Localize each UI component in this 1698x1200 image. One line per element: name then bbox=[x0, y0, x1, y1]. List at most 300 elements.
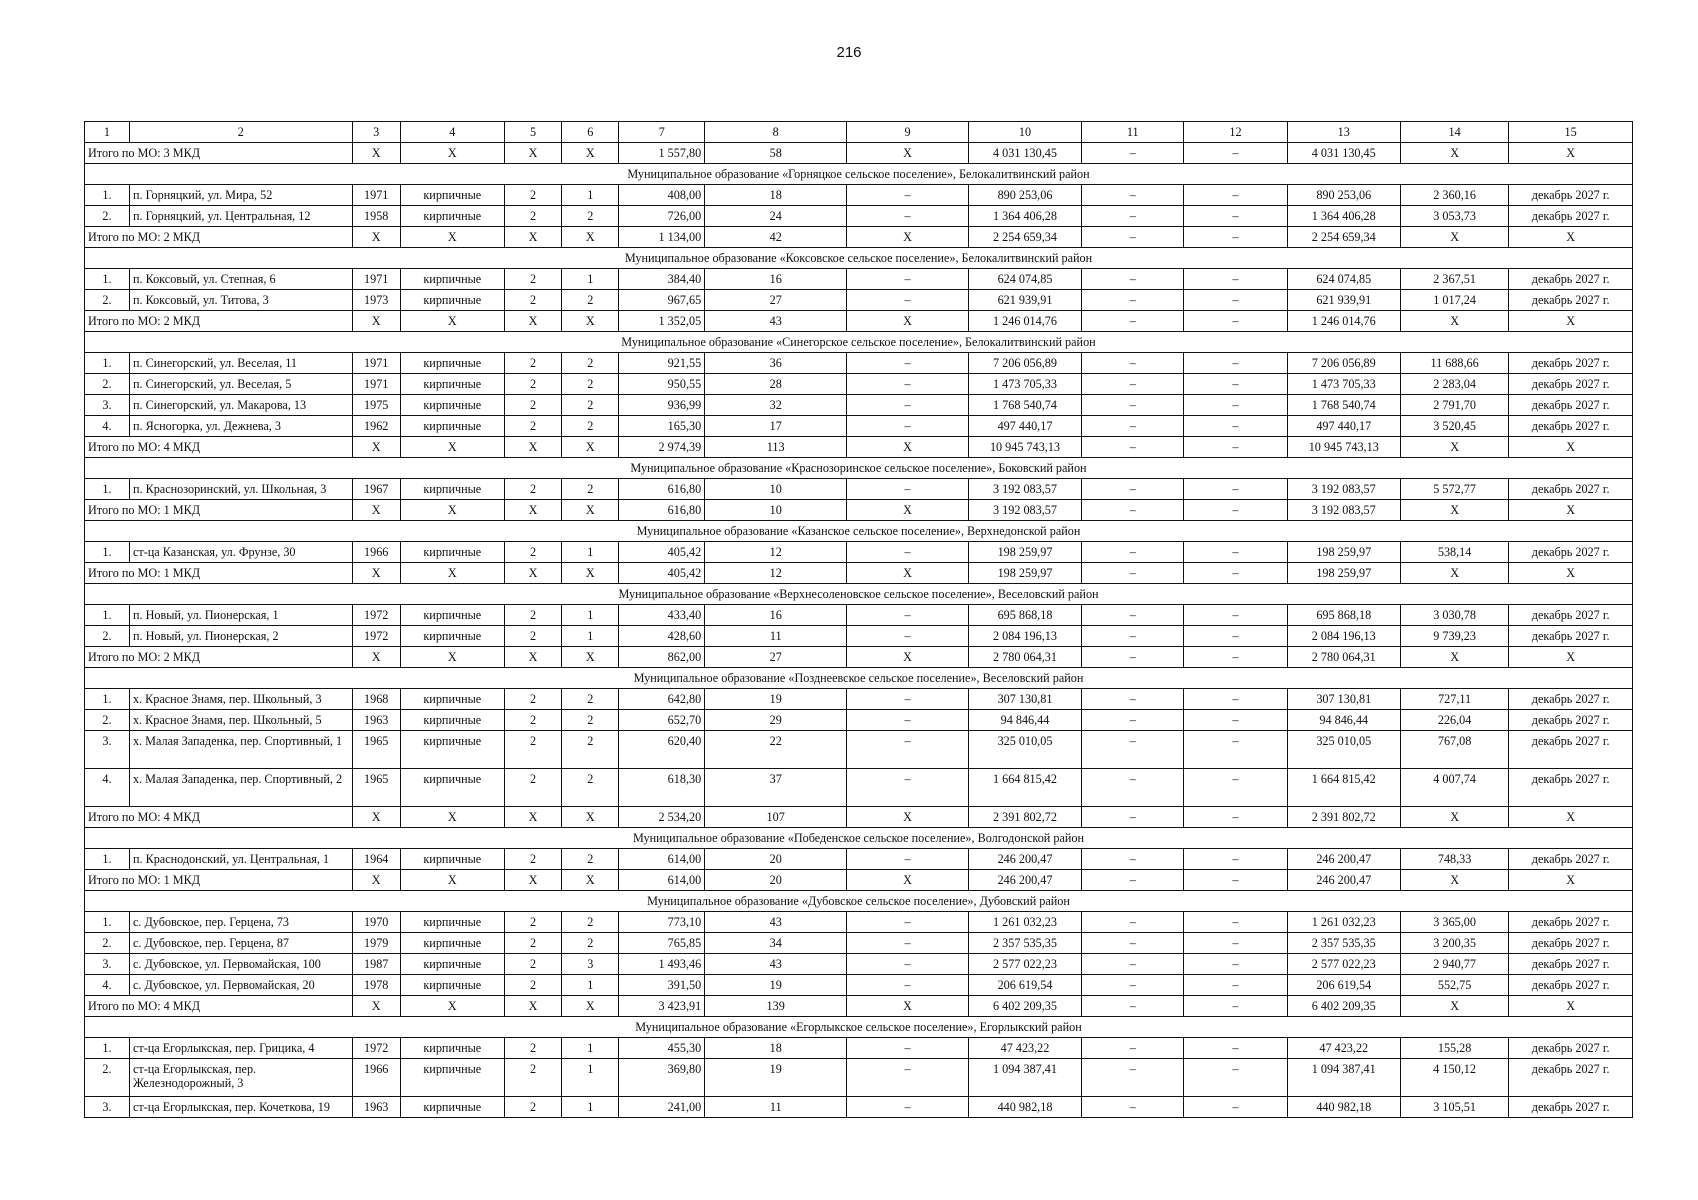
data-cell: 155,28 bbox=[1400, 1038, 1508, 1059]
data-cell: – bbox=[847, 689, 969, 710]
data-cell: 1 bbox=[562, 626, 619, 647]
data-cell: 369,80 bbox=[619, 1059, 705, 1097]
data-cell: 206 619,54 bbox=[1287, 975, 1400, 996]
total-cell: 1 134,00 bbox=[619, 227, 705, 248]
total-cell: X bbox=[1400, 437, 1508, 458]
data-cell: 1 bbox=[562, 269, 619, 290]
total-cell: X bbox=[400, 437, 504, 458]
data-cell: 3. bbox=[85, 731, 130, 769]
data-cell: кирпичные bbox=[400, 395, 504, 416]
total-label: Итого по МО: 1 МКД bbox=[85, 870, 353, 891]
data-cell: декабрь 2027 г. bbox=[1509, 975, 1633, 996]
total-cell: 2 391 802,72 bbox=[968, 807, 1081, 828]
data-cell: 1. bbox=[85, 912, 130, 933]
data-cell: 2 bbox=[504, 689, 561, 710]
total-cell: 198 259,97 bbox=[968, 563, 1081, 584]
data-cell: – bbox=[1082, 626, 1184, 647]
data-cell: декабрь 2027 г. bbox=[1509, 416, 1633, 437]
data-cell: 206 619,54 bbox=[968, 975, 1081, 996]
data-cell: 433,40 bbox=[619, 605, 705, 626]
total-cell: X bbox=[562, 437, 619, 458]
total-label: Итого по МО: 4 МКД bbox=[85, 996, 353, 1017]
data-cell: 94 846,44 bbox=[968, 710, 1081, 731]
data-cell: 1971 bbox=[352, 374, 400, 395]
data-cell: декабрь 2027 г. bbox=[1509, 290, 1633, 311]
building-row bbox=[85, 975, 1633, 996]
total-label: Итого по МО: 2 МКД bbox=[85, 647, 353, 668]
total-cell: X bbox=[504, 996, 561, 1017]
total-cell: X bbox=[847, 996, 969, 1017]
data-cell: 2 bbox=[504, 479, 561, 500]
data-cell: 384,40 bbox=[619, 269, 705, 290]
municipality-title: Муниципальное образование «Позднеевское сельское поселение», Веселовский район bbox=[85, 668, 1633, 689]
data-cell: – bbox=[1184, 1059, 1287, 1097]
data-cell: 2 940,77 bbox=[1400, 954, 1508, 975]
data-cell: 2 791,70 bbox=[1400, 395, 1508, 416]
building-row bbox=[85, 769, 1633, 807]
total-cell: X bbox=[400, 143, 504, 164]
data-cell: кирпичные bbox=[400, 849, 504, 870]
data-cell: 3 105,51 bbox=[1400, 1097, 1508, 1118]
total-cell: X bbox=[1400, 870, 1508, 891]
data-cell: 3 365,00 bbox=[1400, 912, 1508, 933]
data-cell: 620,40 bbox=[619, 731, 705, 769]
data-cell: 726,00 bbox=[619, 206, 705, 227]
data-cell: 2 bbox=[504, 710, 561, 731]
table-body bbox=[85, 122, 1633, 1118]
total-cell: X bbox=[400, 807, 504, 828]
data-cell: 2 bbox=[562, 416, 619, 437]
data-cell: 455,30 bbox=[619, 1038, 705, 1059]
total-cell: X bbox=[1400, 647, 1508, 668]
municipality-total-row bbox=[85, 647, 1633, 668]
data-cell: 22 bbox=[705, 731, 847, 769]
data-cell: 5 572,77 bbox=[1400, 479, 1508, 500]
total-cell: X bbox=[847, 870, 969, 891]
data-cell: 241,00 bbox=[619, 1097, 705, 1118]
data-cell: 2 bbox=[504, 185, 561, 206]
data-cell: 2 bbox=[562, 290, 619, 311]
data-cell: 3 192 083,57 bbox=[1287, 479, 1400, 500]
data-cell: – bbox=[1184, 605, 1287, 626]
data-cell: декабрь 2027 г. bbox=[1509, 710, 1633, 731]
data-cell: 226,04 bbox=[1400, 710, 1508, 731]
data-cell: 3. bbox=[85, 954, 130, 975]
header-cell: 10 bbox=[968, 122, 1081, 143]
data-cell: 391,50 bbox=[619, 975, 705, 996]
data-cell: – bbox=[1184, 933, 1287, 954]
data-cell: 1 bbox=[562, 185, 619, 206]
total-cell: 2 780 064,31 bbox=[1287, 647, 1400, 668]
data-cell: 2 bbox=[562, 353, 619, 374]
total-cell: 139 bbox=[705, 996, 847, 1017]
address-cell: п. Синегорский, ул. Веселая, 11 bbox=[129, 353, 352, 374]
total-cell: – bbox=[1184, 311, 1287, 332]
data-cell: 7 206 056,89 bbox=[1287, 353, 1400, 374]
data-cell: 1. bbox=[85, 353, 130, 374]
data-cell: декабрь 2027 г. bbox=[1509, 689, 1633, 710]
total-cell: 2 780 064,31 bbox=[968, 647, 1081, 668]
total-cell: X bbox=[352, 227, 400, 248]
data-cell: 1 261 032,23 bbox=[1287, 912, 1400, 933]
header-cell: 2 bbox=[129, 122, 352, 143]
address-cell: ст-ца Казанская, ул. Фрунзе, 30 bbox=[129, 542, 352, 563]
data-cell: 37 bbox=[705, 769, 847, 807]
data-cell: 428,60 bbox=[619, 626, 705, 647]
address-cell: х. Красное Знамя, пер. Школьный, 3 bbox=[129, 689, 352, 710]
data-cell: – bbox=[847, 374, 969, 395]
total-cell: X bbox=[562, 563, 619, 584]
data-cell: – bbox=[847, 933, 969, 954]
data-cell: 1 664 815,42 bbox=[968, 769, 1081, 807]
data-cell: – bbox=[847, 1059, 969, 1097]
total-cell: X bbox=[1400, 143, 1508, 164]
total-cell: 2 254 659,34 bbox=[1287, 227, 1400, 248]
total-cell: X bbox=[847, 143, 969, 164]
data-cell: 165,30 bbox=[619, 416, 705, 437]
municipality-group-row bbox=[85, 668, 1633, 689]
data-cell: 1965 bbox=[352, 731, 400, 769]
total-cell: 2 974,39 bbox=[619, 437, 705, 458]
total-cell: 20 bbox=[705, 870, 847, 891]
municipality-group-row bbox=[85, 332, 1633, 353]
total-cell: 616,80 bbox=[619, 500, 705, 521]
data-cell: 1972 bbox=[352, 605, 400, 626]
municipality-title: Муниципальное образование «Победенское сельское поселение», Волгодонской район bbox=[85, 828, 1633, 849]
data-cell: – bbox=[1082, 185, 1184, 206]
data-cell: 19 bbox=[705, 975, 847, 996]
total-cell: 246 200,47 bbox=[968, 870, 1081, 891]
data-cell: 2. bbox=[85, 710, 130, 731]
data-cell: кирпичные bbox=[400, 479, 504, 500]
data-cell: 1972 bbox=[352, 1038, 400, 1059]
total-cell: 246 200,47 bbox=[1287, 870, 1400, 891]
building-row bbox=[85, 954, 1633, 975]
data-cell: – bbox=[1082, 479, 1184, 500]
data-cell: 1 017,24 bbox=[1400, 290, 1508, 311]
total-cell: X bbox=[562, 143, 619, 164]
address-cell: х. Малая Западенка, пер. Спортивный, 1 bbox=[129, 731, 352, 769]
data-cell: кирпичные bbox=[400, 542, 504, 563]
building-row bbox=[85, 1097, 1633, 1118]
building-row bbox=[85, 206, 1633, 227]
data-cell: 10 bbox=[705, 479, 847, 500]
header-cell: 1 bbox=[85, 122, 130, 143]
address-cell: п. Синегорский, ул. Веселая, 5 bbox=[129, 374, 352, 395]
municipality-total-row bbox=[85, 563, 1633, 584]
data-cell: 773,10 bbox=[619, 912, 705, 933]
data-cell: – bbox=[1082, 912, 1184, 933]
data-cell: 405,42 bbox=[619, 542, 705, 563]
data-cell: 246 200,47 bbox=[1287, 849, 1400, 870]
data-cell: – bbox=[1082, 1059, 1184, 1097]
data-cell: кирпичные bbox=[400, 933, 504, 954]
data-cell: 2 bbox=[562, 849, 619, 870]
total-cell: X bbox=[1509, 143, 1633, 164]
data-cell: 1973 bbox=[352, 290, 400, 311]
data-cell: – bbox=[1184, 689, 1287, 710]
data-cell: 198 259,97 bbox=[968, 542, 1081, 563]
data-cell: – bbox=[1082, 395, 1184, 416]
total-cell: – bbox=[1184, 500, 1287, 521]
data-cell: 1978 bbox=[352, 975, 400, 996]
total-cell: X bbox=[352, 311, 400, 332]
data-cell: – bbox=[1184, 542, 1287, 563]
data-cell: 621 939,91 bbox=[1287, 290, 1400, 311]
data-cell: 2 bbox=[504, 626, 561, 647]
total-cell: 58 bbox=[705, 143, 847, 164]
header-cell: 13 bbox=[1287, 122, 1400, 143]
building-row bbox=[85, 542, 1633, 563]
address-cell: п. Краснодонский, ул. Центральная, 1 bbox=[129, 849, 352, 870]
data-cell: декабрь 2027 г. bbox=[1509, 626, 1633, 647]
data-cell: декабрь 2027 г. bbox=[1509, 933, 1633, 954]
data-cell: – bbox=[847, 912, 969, 933]
address-cell: ст-ца Егорлыкская, пер. Грицика, 4 bbox=[129, 1038, 352, 1059]
data-cell: – bbox=[847, 353, 969, 374]
total-cell: X bbox=[504, 807, 561, 828]
table-header-row bbox=[85, 122, 1633, 143]
total-label: Итого по МО: 2 МКД bbox=[85, 227, 353, 248]
data-cell: декабрь 2027 г. bbox=[1509, 605, 1633, 626]
municipality-title: Муниципальное образование «Дубовское сельское поселение», Дубовский район bbox=[85, 891, 1633, 912]
total-cell: X bbox=[352, 996, 400, 1017]
data-cell: – bbox=[1184, 374, 1287, 395]
data-cell: 2 283,04 bbox=[1400, 374, 1508, 395]
data-cell: 1963 bbox=[352, 1097, 400, 1118]
data-cell: 1968 bbox=[352, 689, 400, 710]
total-cell: X bbox=[504, 500, 561, 521]
data-cell: 1. bbox=[85, 542, 130, 563]
municipality-total-row bbox=[85, 870, 1633, 891]
municipality-total-row bbox=[85, 500, 1633, 521]
data-cell: 3. bbox=[85, 395, 130, 416]
total-cell: X bbox=[1400, 227, 1508, 248]
data-cell: 27 bbox=[705, 290, 847, 311]
total-cell: – bbox=[1082, 647, 1184, 668]
total-cell: X bbox=[1400, 500, 1508, 521]
header-cell: 8 bbox=[705, 122, 847, 143]
data-cell: декабрь 2027 г. bbox=[1509, 269, 1633, 290]
data-cell: 2 bbox=[562, 769, 619, 807]
data-cell: 552,75 bbox=[1400, 975, 1508, 996]
data-cell: 4. bbox=[85, 416, 130, 437]
data-cell: 34 bbox=[705, 933, 847, 954]
data-cell: – bbox=[847, 479, 969, 500]
total-cell: 1 352,05 bbox=[619, 311, 705, 332]
header-cell: 12 bbox=[1184, 122, 1287, 143]
total-cell: X bbox=[1509, 807, 1633, 828]
data-cell: 307 130,81 bbox=[968, 689, 1081, 710]
address-cell: п. Новый, ул. Пионерская, 2 bbox=[129, 626, 352, 647]
total-cell: X bbox=[1400, 311, 1508, 332]
data-cell: 29 bbox=[705, 710, 847, 731]
data-cell: 36 bbox=[705, 353, 847, 374]
total-cell: X bbox=[400, 500, 504, 521]
total-cell: X bbox=[847, 647, 969, 668]
data-cell: 440 982,18 bbox=[968, 1097, 1081, 1118]
data-cell: – bbox=[1184, 731, 1287, 769]
data-cell: кирпичные bbox=[400, 689, 504, 710]
data-cell: 624 074,85 bbox=[1287, 269, 1400, 290]
data-cell: 12 bbox=[705, 542, 847, 563]
data-cell: 3 030,78 bbox=[1400, 605, 1508, 626]
building-row bbox=[85, 849, 1633, 870]
data-cell: 497 440,17 bbox=[1287, 416, 1400, 437]
data-cell: 2 084 196,13 bbox=[1287, 626, 1400, 647]
municipality-group-row bbox=[85, 521, 1633, 542]
data-cell: 2 bbox=[504, 269, 561, 290]
data-cell: – bbox=[1082, 1097, 1184, 1118]
total-cell: X bbox=[504, 647, 561, 668]
data-cell: 440 982,18 bbox=[1287, 1097, 1400, 1118]
data-cell: 47 423,22 bbox=[968, 1038, 1081, 1059]
data-cell: 1966 bbox=[352, 1059, 400, 1097]
municipality-group-row bbox=[85, 1017, 1633, 1038]
address-cell: х. Малая Западенка, пер. Спортивный, 2 bbox=[129, 769, 352, 807]
total-cell: X bbox=[400, 311, 504, 332]
total-cell: X bbox=[847, 500, 969, 521]
data-cell: 3 053,73 bbox=[1400, 206, 1508, 227]
building-row bbox=[85, 605, 1633, 626]
data-cell: 2. bbox=[85, 374, 130, 395]
data-cell: – bbox=[847, 626, 969, 647]
data-cell: – bbox=[1184, 206, 1287, 227]
data-cell: 497 440,17 bbox=[968, 416, 1081, 437]
data-cell: – bbox=[847, 605, 969, 626]
total-cell: – bbox=[1184, 647, 1287, 668]
total-cell: 3 192 083,57 bbox=[968, 500, 1081, 521]
data-cell: декабрь 2027 г. bbox=[1509, 1038, 1633, 1059]
data-cell: 2 bbox=[562, 479, 619, 500]
data-cell: 2 bbox=[562, 933, 619, 954]
data-cell: 28 bbox=[705, 374, 847, 395]
data-cell: кирпичные bbox=[400, 954, 504, 975]
data-cell: кирпичные bbox=[400, 626, 504, 647]
data-cell: 642,80 bbox=[619, 689, 705, 710]
data-cell: 538,14 bbox=[1400, 542, 1508, 563]
data-cell: кирпичные bbox=[400, 353, 504, 374]
data-cell: – bbox=[847, 1038, 969, 1059]
total-cell: – bbox=[1082, 807, 1184, 828]
data-cell: 727,11 bbox=[1400, 689, 1508, 710]
total-cell: 614,00 bbox=[619, 870, 705, 891]
data-cell: – bbox=[1082, 542, 1184, 563]
total-cell: X bbox=[400, 563, 504, 584]
data-cell: 1 bbox=[562, 542, 619, 563]
data-cell: – bbox=[847, 185, 969, 206]
municipality-group-row bbox=[85, 164, 1633, 185]
total-cell: X bbox=[562, 870, 619, 891]
total-cell: 3 423,91 bbox=[619, 996, 705, 1017]
data-cell: 43 bbox=[705, 954, 847, 975]
total-label: Итого по МО: 4 МКД bbox=[85, 437, 353, 458]
data-cell: 1 261 032,23 bbox=[968, 912, 1081, 933]
total-cell: – bbox=[1184, 807, 1287, 828]
total-cell: X bbox=[1400, 563, 1508, 584]
total-cell: X bbox=[1400, 807, 1508, 828]
data-cell: 16 bbox=[705, 269, 847, 290]
data-cell: – bbox=[847, 849, 969, 870]
municipality-title: Муниципальное образование «Краснозоринское сельское поселение», Боковский район bbox=[85, 458, 1633, 479]
data-cell: – bbox=[1184, 1038, 1287, 1059]
total-cell: X bbox=[504, 563, 561, 584]
data-cell: 1972 bbox=[352, 626, 400, 647]
municipality-title: Муниципальное образование «Казанское сельское поселение», Верхнедонской район bbox=[85, 521, 1633, 542]
data-cell: – bbox=[1082, 849, 1184, 870]
data-cell: 1 bbox=[562, 1059, 619, 1097]
data-cell: 325 010,05 bbox=[968, 731, 1081, 769]
total-cell: X bbox=[400, 647, 504, 668]
header-cell: 6 bbox=[562, 122, 619, 143]
total-cell: X bbox=[847, 563, 969, 584]
total-cell: 10 945 743,13 bbox=[1287, 437, 1400, 458]
data-cell: 890 253,06 bbox=[1287, 185, 1400, 206]
data-cell: – bbox=[1082, 954, 1184, 975]
data-cell: 950,55 bbox=[619, 374, 705, 395]
data-cell: 2 bbox=[562, 689, 619, 710]
data-cell: – bbox=[1184, 479, 1287, 500]
data-cell: 2. bbox=[85, 933, 130, 954]
total-cell: 12 bbox=[705, 563, 847, 584]
data-cell: 94 846,44 bbox=[1287, 710, 1400, 731]
data-cell: 2. bbox=[85, 626, 130, 647]
data-cell: 1987 bbox=[352, 954, 400, 975]
data-cell: кирпичные bbox=[400, 290, 504, 311]
data-cell: – bbox=[1082, 1038, 1184, 1059]
data-cell: 4 007,74 bbox=[1400, 769, 1508, 807]
municipality-group-row bbox=[85, 584, 1633, 605]
total-cell: 1 246 014,76 bbox=[1287, 311, 1400, 332]
total-cell: X bbox=[1509, 996, 1633, 1017]
building-row bbox=[85, 1038, 1633, 1059]
data-cell: кирпичные bbox=[400, 416, 504, 437]
total-cell: 6 402 209,35 bbox=[1287, 996, 1400, 1017]
data-cell: 1 bbox=[562, 605, 619, 626]
data-cell: 1964 bbox=[352, 849, 400, 870]
municipality-title: Муниципальное образование «Синегорское сельское поселение», Белокалитвинский район bbox=[85, 332, 1633, 353]
data-cell: – bbox=[1184, 975, 1287, 996]
total-cell: X bbox=[1400, 996, 1508, 1017]
total-cell: – bbox=[1082, 143, 1184, 164]
total-cell: 10 bbox=[705, 500, 847, 521]
total-cell: X bbox=[562, 996, 619, 1017]
data-cell: – bbox=[1082, 933, 1184, 954]
data-cell: 3 200,35 bbox=[1400, 933, 1508, 954]
data-cell: декабрь 2027 г. bbox=[1509, 1059, 1633, 1097]
data-cell: 1 364 406,28 bbox=[1287, 206, 1400, 227]
data-cell: – bbox=[1082, 769, 1184, 807]
data-cell: 2 bbox=[504, 912, 561, 933]
header-cell: 15 bbox=[1509, 122, 1633, 143]
data-cell: 246 200,47 bbox=[968, 849, 1081, 870]
data-cell: декабрь 2027 г. bbox=[1509, 185, 1633, 206]
data-cell: 2 bbox=[504, 395, 561, 416]
data-cell: – bbox=[1082, 731, 1184, 769]
data-cell: 1970 bbox=[352, 912, 400, 933]
total-cell: X bbox=[504, 311, 561, 332]
data-cell: 1. bbox=[85, 849, 130, 870]
data-cell: – bbox=[847, 542, 969, 563]
data-cell: – bbox=[847, 206, 969, 227]
address-cell: п. Горняцкий, ул. Центральная, 12 bbox=[129, 206, 352, 227]
total-cell: X bbox=[352, 563, 400, 584]
data-cell: 2 bbox=[504, 731, 561, 769]
data-cell: – bbox=[1184, 912, 1287, 933]
building-row bbox=[85, 353, 1633, 374]
data-cell: – bbox=[847, 269, 969, 290]
data-cell: декабрь 2027 г. bbox=[1509, 395, 1633, 416]
